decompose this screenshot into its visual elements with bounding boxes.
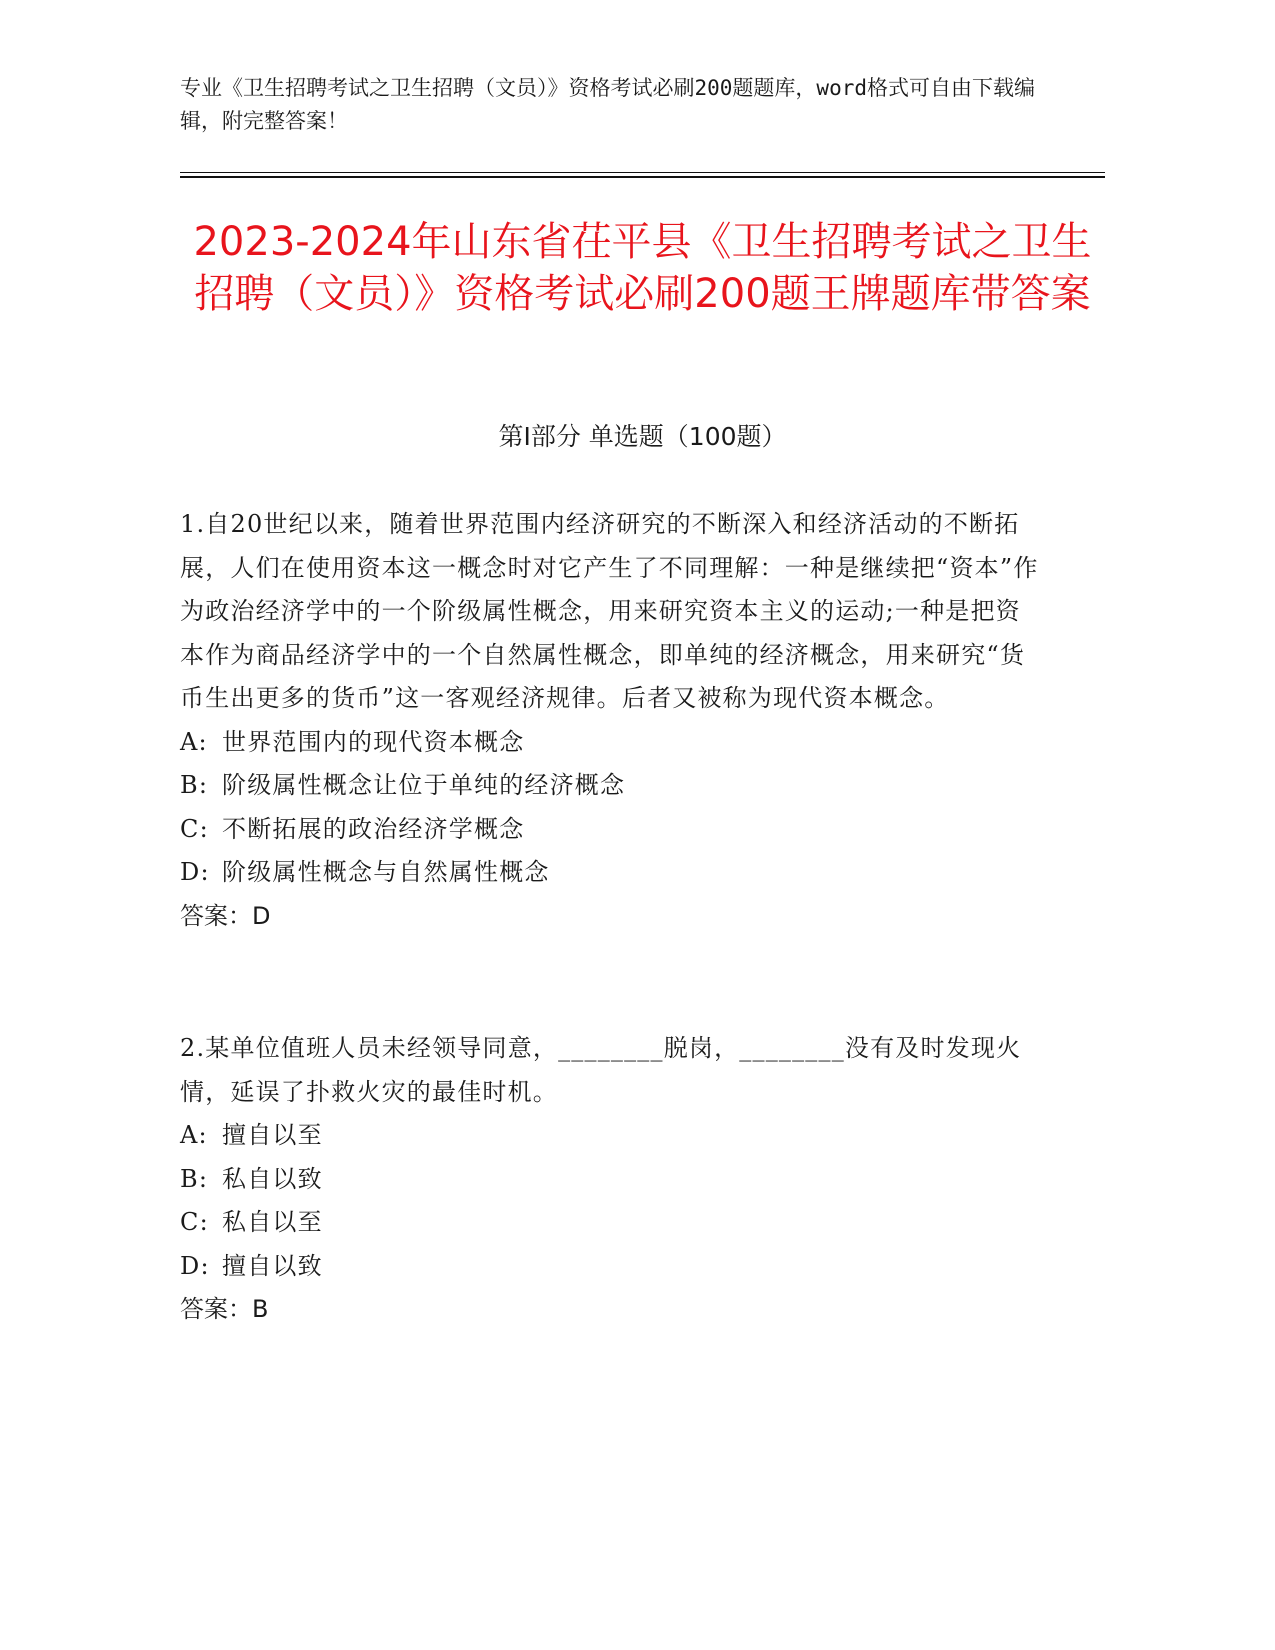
option-letter: A: (180, 1121, 208, 1149)
option-text: 阶级属性概念与自然属性概念 (222, 858, 550, 886)
answer-line: 答案：B (180, 1295, 269, 1323)
option-d (180, 851, 1040, 895)
option-text: 世界范围内的现代资本概念 (222, 727, 525, 756)
option-a (180, 1114, 1040, 1158)
option-letter: D: (180, 858, 210, 886)
option-letter: B: (180, 771, 209, 799)
option-letter: B: (180, 1164, 209, 1193)
answer-line: 答案：D (180, 901, 271, 930)
option-text: 擅自以至 (222, 1121, 323, 1149)
option-letter: A: (180, 727, 208, 756)
option-c (180, 1201, 1040, 1245)
option-c (180, 808, 1040, 852)
document-title: 2023-2024年山东省茌平县《卫生招聘考试之卫生招聘（文员）》资格考试必刷200题王牌题库带答案 (193, 219, 1092, 317)
option-text: 私自以致 (222, 1164, 323, 1193)
header-divider-thick (180, 176, 1105, 178)
question-stem: 2.某单位值班人员未经领导同意，________脱岗，________没有及时发现火情，延误了扑救火灾的最佳时机。 (180, 1034, 1022, 1106)
option-d (180, 1245, 1040, 1289)
option-b (180, 1158, 1040, 1202)
option-letter: D: (180, 1251, 210, 1280)
option-b (180, 764, 1040, 808)
option-letter: C: (180, 1208, 209, 1236)
header-note: 专业《卫生招聘考试之卫生招聘（文员）》资格考试必刷200题题库，word格式可自由下载编辑，附完整答案！ (180, 76, 1035, 133)
option-letter: C: (180, 814, 209, 843)
option-text: 擅自以致 (222, 1251, 323, 1280)
question-1 (180, 503, 1040, 938)
section-heading: 第Ⅰ部分 单选题（100题） (498, 422, 787, 451)
option-text: 私自以至 (222, 1208, 323, 1236)
option-a (180, 721, 1040, 765)
question-2 (180, 1027, 1040, 1332)
header-divider-thin (180, 172, 1105, 173)
option-text: 不断拓展的政治经济学概念 (222, 814, 525, 843)
question-stem: 1.自20世纪以来，随着世界范围内经济研究的不断深入和经济活动的不断拓展，人们在使用资本这一概念时对它产生了不同理解：一种是继续把“资本”作为政治经济学中的一个阶级属性概念，用来研究资本主义的运动;一种是把资本作为商品经济学中的一个自然属性概念，即单纯的经济概念，用来研究“货币生出更多的货币”这一客观经济规律。后者又被称为现代资本概念。 (180, 510, 1039, 712)
option-text: 阶级属性概念让位于单纯的经济概念 (222, 771, 626, 799)
